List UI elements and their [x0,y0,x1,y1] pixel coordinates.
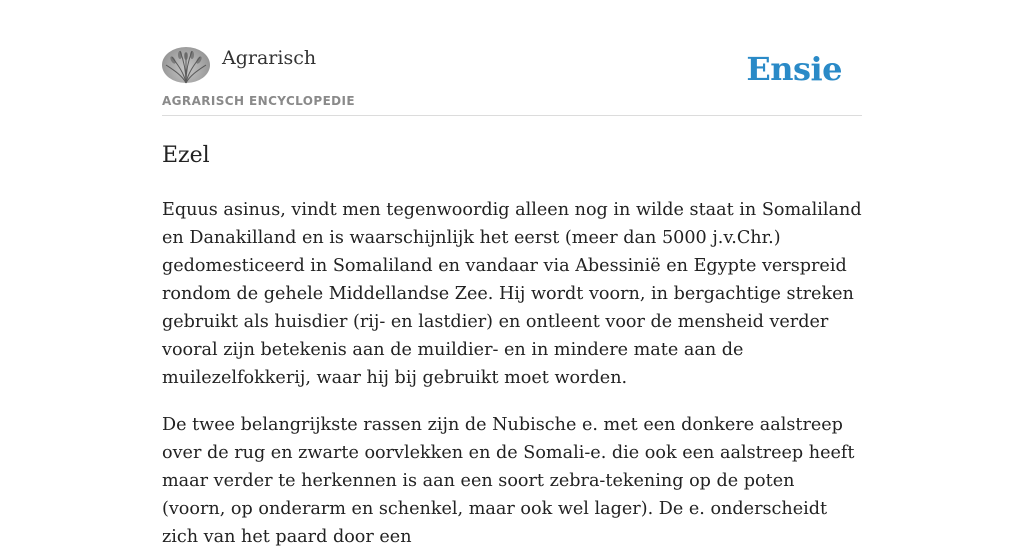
paragraph-1: Equus asinus, vindt men tegenwoordig alleen nog in wilde staat in Somaliland en Danakilland en is waarschijnlijk het eerst (meer dan 5000 j.v.Chr.) gedomesticeerd in Somaliland en vandaar via Abessinië en Egypte verspreid rondom de gehele Middellandse Zee. Hij wordt voorn, in bergachtige streken gebruikt als huisdier (rij- en lastdier) en ontleent voor de mensheid verder vooral zijn betekenis aan de muildier- en in mindere mate aan de muilezelfokkerij, waar hij bij gebruikt moet worden. [162,200,862,388]
paragraph-2: De twee belangrijkste rassen zijn de Nubische e. met een donkere aalstreep over de rug en zwarte oorvlekken en de Somali-e. die ook een aalstreep heeft maar verder te herkennen is aan een soort zebra-tekening op de poten (voorn, op onderarm en schenkel, maar ook wel lager). De e. onderscheidt zich van het paard door een [162,415,855,547]
brand-logo[interactable]: Ensie [746,50,842,88]
source-subtitle[interactable]: AGRARISCH ENCYCLOPEDIE [162,94,355,108]
content-column [162,0,862,551]
wheat-illustration [162,47,210,83]
source-title[interactable]: Agrarisch [222,47,317,69]
wheat-image-icon[interactable] [162,47,210,83]
entry-title: Ezel [162,143,210,168]
source-header [162,0,862,116]
